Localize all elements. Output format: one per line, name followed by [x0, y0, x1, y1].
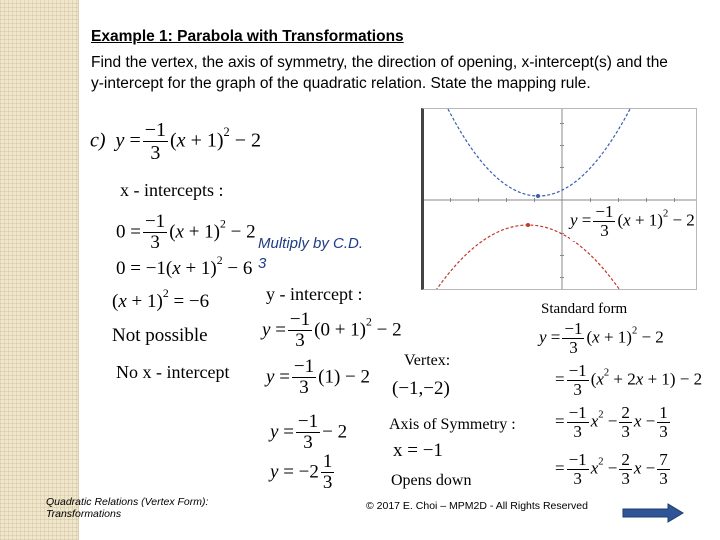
x-intercept-step-3: $(x + 1)^2 = -6$: [112, 287, 210, 312]
y-intercept-heading: y - intercept :: [266, 284, 363, 304]
standard-form-step-2: = $\frac{-1}{3}$ $(x^2 + 2x + 1) - 2$: [555, 361, 703, 399]
axis-label: Axis of Symmetry :: [389, 416, 516, 433]
y-intercept-step-2: y = $\frac{-1}{3}$ (1) − 2: [266, 356, 370, 398]
x-intercepts-heading: x - intercepts :: [120, 180, 224, 200]
decorative-sidebar: [0, 0, 78, 540]
copyright-text: © 2017 E. Choi – MPM2D - All Rights Reserved: [366, 500, 588, 512]
y-intercept-step-3: y = $\frac{-1}{3}$ − 2: [270, 411, 348, 453]
not-possible-text: Not possible: [112, 325, 208, 346]
standard-form-step-1: y = $\frac{-1}{3}$ $(x + 1)^2 - 2$: [539, 319, 664, 357]
vertex-value: (−1,−2): [392, 378, 450, 399]
footer-course-line-2: Transformations: [46, 508, 122, 520]
standard-form-heading: Standard form: [541, 301, 628, 317]
question-prompt: Find the vertex, the axis of symmetry, the direction of opening, x-intercept(s) and the y-intercept for the graph of the quadratic relation. State the mapping rule.: [91, 54, 668, 92]
vertex-label: Vertex:: [404, 352, 451, 369]
x-intercept-step-1: 0 = $\frac{-1}{3}$ $(x + 1)^2 - 2$: [116, 211, 256, 253]
cd-note-line-1: Multiply by C.D.: [258, 235, 364, 252]
given-equation: c) y = $\frac{-1}{3}$ $(x + 1)^2 - 2$: [90, 119, 261, 164]
cd-note: [258, 234, 363, 274]
lower-vertex-point: [526, 223, 530, 227]
next-slide-button[interactable]: [622, 503, 684, 523]
standard-form-step-4: = $\frac{-1}{3}$ $x^2$ − $\frac{2}{3}$ x − $\frac{7}{3}$: [555, 450, 668, 488]
upper-vertex-point: [536, 194, 540, 198]
axis-value: x = −1: [393, 440, 443, 461]
part-label: c): [90, 129, 106, 152]
example-title: Example 1: Parabola with Transformations: [91, 28, 404, 45]
sidebar-divider: [78, 0, 79, 540]
graph-equation-label: y = $\frac{-1}{3}$ $(x + 1)^2 - 2$: [570, 202, 695, 240]
y-intercept-result: y = −2 $\frac{1}{3}$: [270, 451, 333, 493]
cd-note-line-2: 3: [258, 255, 267, 272]
y-intercept-step-1: y = $\frac{-1}{3}$ $(0 + 1)^2 - 2$: [262, 309, 402, 351]
standard-form-step-3: = $\frac{-1}{3}$ $x^2$ − $\frac{2}{3}$ x − $\frac{1}{3}$: [555, 403, 668, 441]
footer-course-title: [46, 496, 208, 520]
parabola-graph: [421, 108, 697, 290]
x-intercept-step-2: $0 = -1(x + 1)^2 - 6$: [116, 254, 253, 279]
no-x-intercept-text: No x - intercept: [116, 362, 230, 382]
footer-course-line-1: Quadratic Relations (Vertex Form):: [46, 496, 209, 508]
opens-direction: Opens down: [391, 472, 472, 489]
right-arrow-icon[interactable]: [622, 503, 684, 523]
graph-svg: [424, 109, 696, 289]
upper-parabola-curve: [448, 109, 630, 196]
